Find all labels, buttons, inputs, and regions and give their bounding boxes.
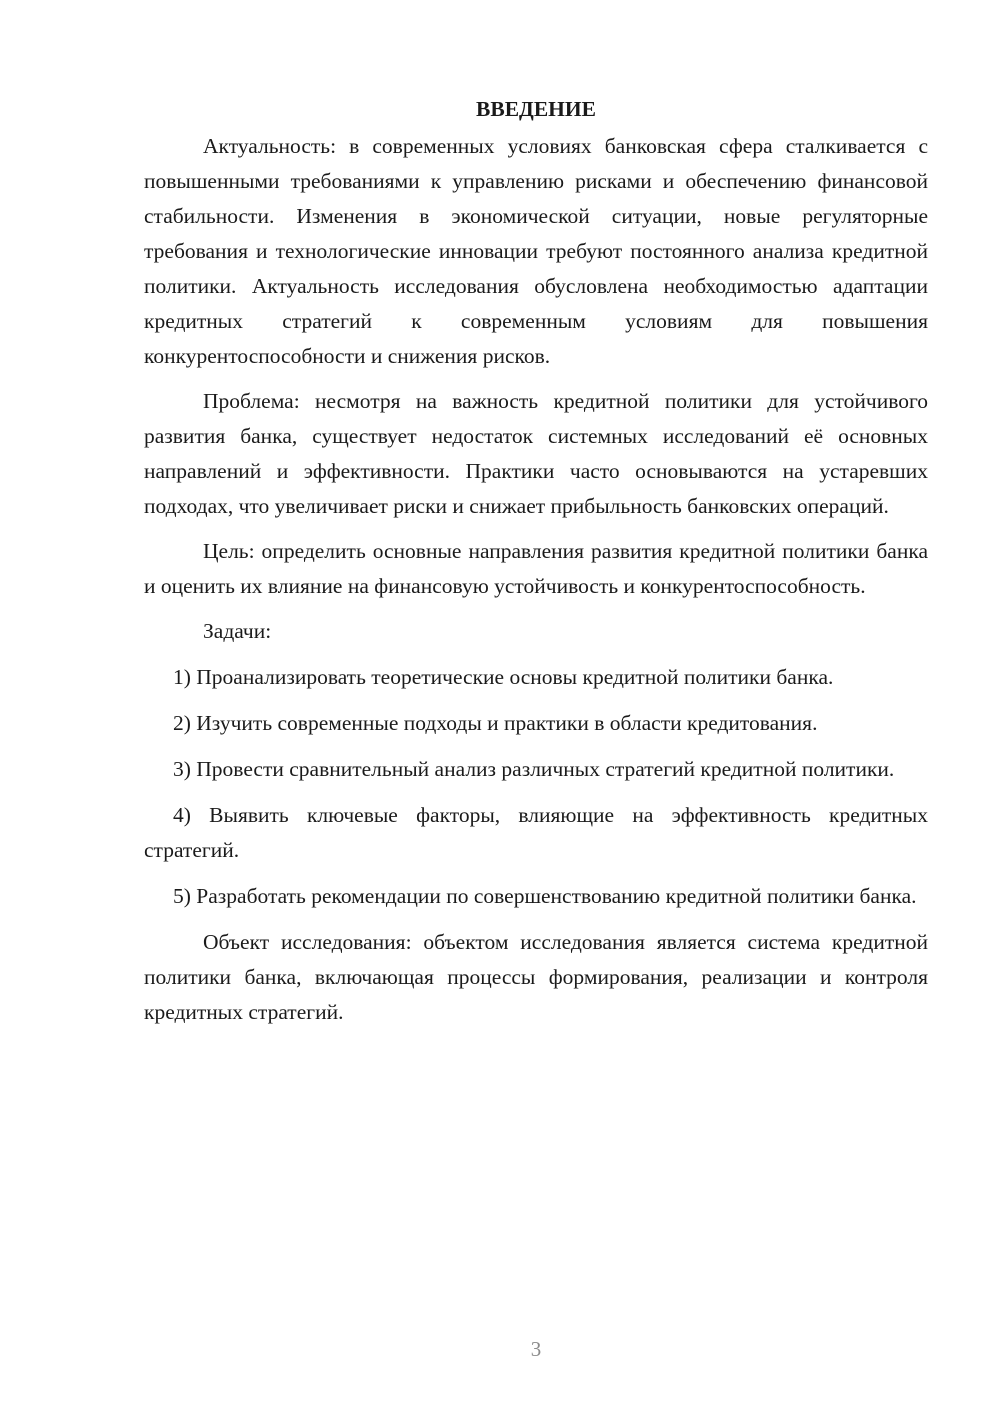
- task-item-4: 4) Выявить ключевые факторы, влияющие на эффективность кредитных стратегий.: [144, 803, 928, 862]
- task-item-1: 1) Проанализировать теоретические основы кредитной политики банка.: [173, 665, 834, 689]
- page-content: [144, 92, 928, 1030]
- task-item-3: 3) Провести сравнительный анализ различных стратегий кредитной политики.: [173, 757, 895, 781]
- task-item-2: 2) Изучить современные подходы и практики в области кредитования.: [173, 711, 818, 735]
- page-title: ВВЕДЕНИЕ: [476, 97, 596, 121]
- page-number: 3: [530, 1337, 542, 1361]
- tasks-heading: Задачи:: [203, 619, 272, 643]
- paragraph-problem: Проблема: несмотря на важность кредитной политики для устойчивого развития банка, существует недостаток системных исследований её основных направлений и эффективности. Практики часто основываются на устаревших подходах, что увеличивает риски и снижает прибыльность банковских операций.: [144, 389, 928, 518]
- task-item-5: 5) Разработать рекомендации по совершенствованию кредитной политики банка.: [173, 884, 917, 908]
- paragraph-relevance: Актуальность: в современных условиях банковская сфера сталкивается с повышенными требованиями к управлению рисками и обеспечению финансовой стабильности. Изменения в экономической ситуации, новые регуляторные требования и технологические инновации требуют постоянного анализа кредитной политики. Актуальность исследования обусловлена необходимостью адаптации кредитных стратегий к современным условиям для повышения конкурентоспособности и снижения рисков.: [144, 134, 928, 368]
- paragraph-object: Объект исследования: объектом исследования является система кредитной политики банка, включающая процессы формирования, реализации и контроля кредитных стратегий.: [144, 930, 928, 1024]
- paragraph-goal: Цель: определить основные направления развития кредитной политики банка и оценить их влияние на финансовую устойчивость и конкурентоспособность.: [144, 539, 928, 598]
